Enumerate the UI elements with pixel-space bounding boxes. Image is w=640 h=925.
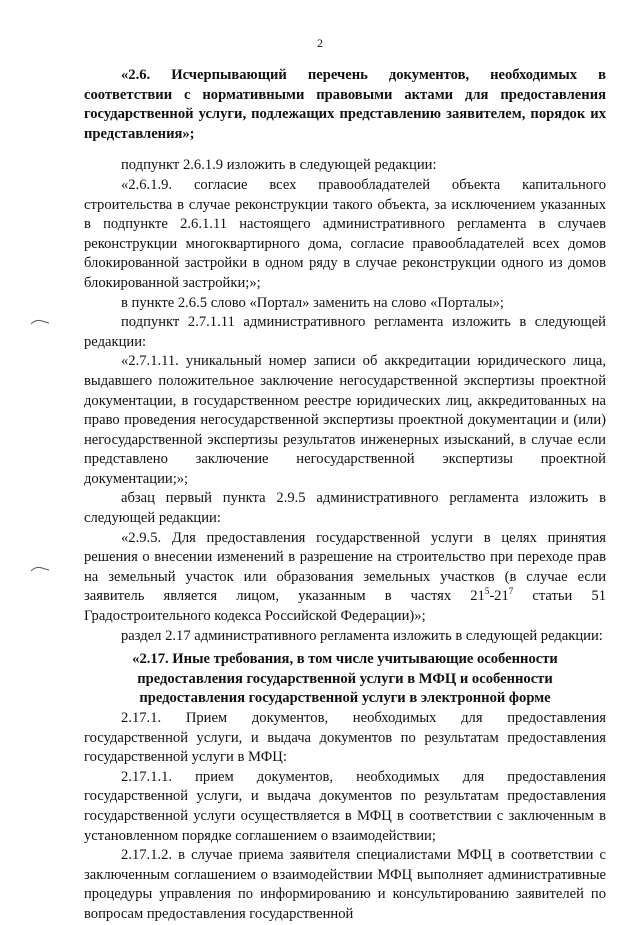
- paragraph: 2.17.1. Прием документов, необходимых для предоставления государственной услуги, и выдача документов по результатам предоставления государственной услуги в МФЦ:: [84, 710, 606, 766]
- section-heading-2-17-line3: предоставления государственной услуги в электронной форме: [139, 690, 551, 707]
- paragraph: раздел 2.17 административного регламента изложить в следующей редакции:: [121, 627, 603, 644]
- paragraph: 2.17.1.1. прием документов, необходимых для предоставления государственной услуги, и выдача документов по результатам предоставления государственной услуги осуществляется в МФЦ в соответствии с заключенным в установленном порядке соглашением о взаимодействии;: [84, 768, 606, 844]
- section-heading-2-6: «2.6. Исчерпывающий перечень документов, необходимых в соответствии с нормативными правовыми актами для предоставления государственной услуги, подлежащих представлению заявителем, порядок их представления»;: [84, 67, 606, 142]
- section-heading-2-17-line2: предоставления государственной услуги в МФЦ и особенности: [137, 670, 553, 687]
- paragraph: подпункт 2.6.1.9 изложить в следующей редакции:: [121, 157, 437, 174]
- paragraph: «2.7.1.11. уникальный номер записи об аккредитации юридического лица, выдавшего положительное заключение негосударственной экспертизы проектной документации, в государственном реестре юридических лиц, аккредитованных на право проведения негосударственной экспертизы проектной документации и (или) негосударственной экспертизы результатов инженерных изысканий, в случае если представлено заключение негосударственной экспертизы проектной документации;»;: [84, 353, 606, 487]
- paragraph: в пункте 2.6.5 слово «Портал» заменить на слово «Порталы»;: [121, 294, 504, 311]
- paragraph-text: статьи 51 Градостроительного кодекса Российской Федерации)»;: [84, 588, 606, 625]
- margin-mark: [30, 565, 50, 573]
- superscript: 7: [508, 586, 514, 597]
- page-number: 2: [317, 36, 323, 50]
- paragraph: «2.6.1.9. согласие всех правообладателей объекта капитального строительства в случае реконструкции такого объекта, за исключением указанных в подпункте 2.6.1.11 настоящего административного регламента в случаев реконструкции многоквартирного дома, согласие правообладателей всех домов блокированной застройки в одном ряду в случае реконструкции одного из домов блокированной застройки;»;: [84, 176, 606, 291]
- paragraph-text: -21: [489, 588, 509, 605]
- paragraph: 2.17.1.2. в случае приема заявителя специалистами МФЦ в соответствии с заключенным соглашением о взаимодействии МФЦ выполняет административные процедуры управления по информированию и консультированию заявителей по вопросам предоставления государственной: [84, 847, 606, 922]
- paragraph: подпункт 2.7.1.11 административного регламента изложить в следующей редакции:: [84, 314, 606, 350]
- superscript: 5: [484, 586, 490, 597]
- paragraph-text: «2.9.5. Для предоставления государственной услуги в целях принятия решения о внесении изменений в разрешение на строительство при переходе прав на земельный участок или образования земельных участков (в случае если заявитель является лицом, указанным в частях 21: [84, 529, 606, 605]
- margin-mark: [30, 318, 50, 326]
- paragraph-2-9-5: [84, 529, 606, 627]
- section-heading-2-17-line1: «2.17. Иные требования, в том числе учитывающие особенности: [132, 651, 558, 668]
- document-body: [84, 66, 606, 925]
- paragraph: абзац первый пункта 2.9.5 административного регламента изложить в следующей редакции:: [84, 490, 606, 527]
